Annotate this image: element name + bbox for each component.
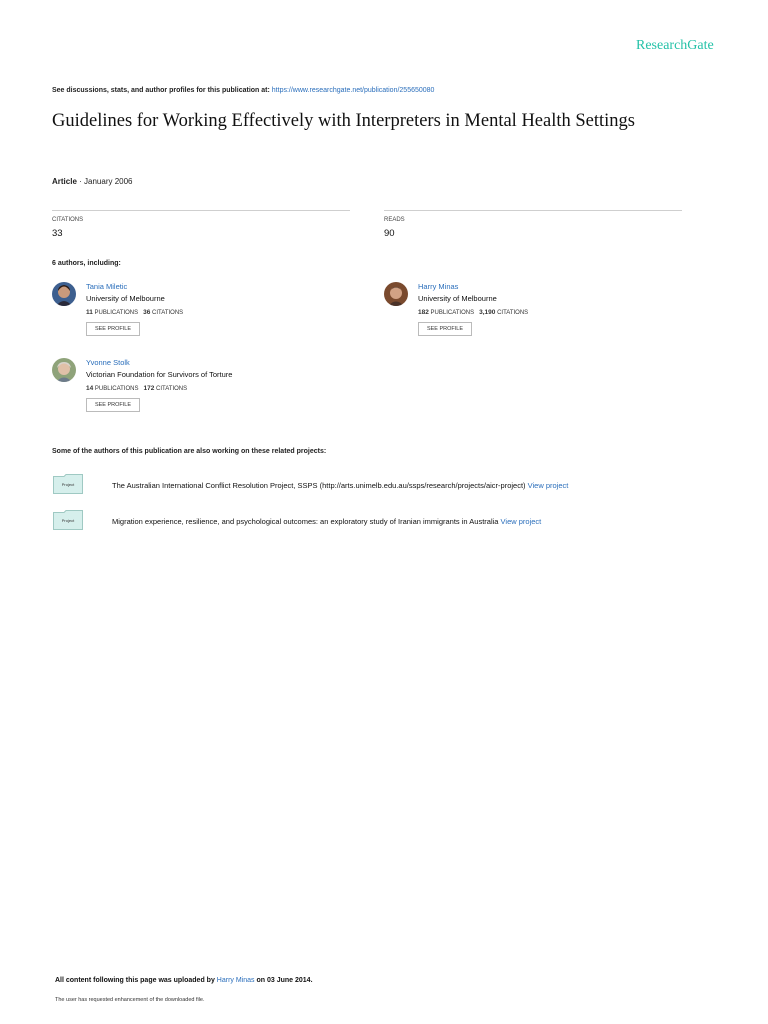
citations-label: CITATIONS [497,310,529,316]
publication-title: Guidelines for Working Effectively with Interpreters in Mental Health Settings [52,111,636,131]
author-name[interactable]: Tania Miletic [86,282,128,291]
upload-note [55,977,313,984]
enhancement-note: The user has requested enhancement of the downloaded file. [55,997,205,1003]
discussions-line [52,87,434,94]
reads-label: READS [384,217,405,223]
project-folder-icon [53,510,83,530]
authors-heading: 6 authors, including: [52,260,121,267]
projects-heading: Some of the authors of this publication are also working on these related projects: [52,448,327,455]
avatar[interactable] [52,282,76,306]
upload-prefix: All content following this page was uploaded by [55,977,215,984]
project-item [112,517,541,526]
publications-label: PUBLICATIONS [94,310,139,316]
project-title: The Australian International Conflict Resolution Project, SSPS (http://arts.unimelb.edu.au/ssps/research/projects/aicr-project) [112,481,526,490]
project-item [112,481,568,490]
see-profile-button[interactable]: SEE PROFILE [86,322,140,336]
publications-label: PUBLICATIONS [94,386,139,392]
citations-count: 36 [143,309,151,316]
publication-type: Article [52,177,77,186]
author-card-harry-minas [384,282,684,352]
see-profile-button[interactable]: SEE PROFILE [86,398,140,412]
author-card-yvonne-stolk [52,358,352,428]
citations-label: CITATIONS [52,217,84,223]
author-name[interactable]: Yvonne Stolk [86,358,130,367]
publication-url-link[interactable]: https://www.researchgate.net/publication/255650080 [271,87,435,94]
author-stats [418,309,528,316]
avatar[interactable] [52,358,76,382]
view-project-link[interactable]: View project [500,517,542,526]
publications-label: PUBLICATIONS [430,310,475,316]
publication-date: January 2006 [84,177,133,186]
upload-suffix: on 03 June 2014. [256,977,313,984]
author-institution: University of Melbourne [86,294,165,303]
citations-label: CITATIONS [156,386,188,392]
citations-divider [52,210,350,211]
publications-count: 182 [418,309,429,316]
author-stats [86,385,187,392]
reads-value: 90 [384,228,395,239]
discussions-text: See discussions, stats, and author profiles for this publication at: [52,87,270,94]
avatar[interactable] [384,282,408,306]
reads-divider [384,210,682,211]
author-name[interactable]: Harry Minas [418,282,459,291]
meta-separator: · [76,177,85,186]
see-profile-button[interactable]: SEE PROFILE [418,322,472,336]
uploader-link[interactable]: Harry Minas [216,977,255,984]
project-folder-icon [53,474,83,494]
author-card-tania-miletic [52,282,352,352]
publications-count: 14 [86,385,94,392]
researchgate-logo[interactable]: ResearchGate [636,38,714,53]
view-project-link[interactable]: View project [527,481,569,490]
citations-count: 172 [143,385,155,392]
author-institution: Victorian Foundation for Survivors of Torture [86,370,233,379]
citations-count: 3,190 [479,309,496,316]
publication-meta [52,177,133,186]
publications-count: 11 [86,309,93,316]
citations-value: 33 [52,228,63,239]
project-title: Migration experience, resilience, and psychological outcomes: an exploratory study of Iranian immigrants in Australia [112,517,499,526]
project-icon-label: Project [61,482,75,487]
citations-label: CITATIONS [152,310,184,316]
author-institution: University of Melbourne [418,294,497,303]
project-icon-label: Project [61,518,75,523]
author-stats [86,309,183,316]
